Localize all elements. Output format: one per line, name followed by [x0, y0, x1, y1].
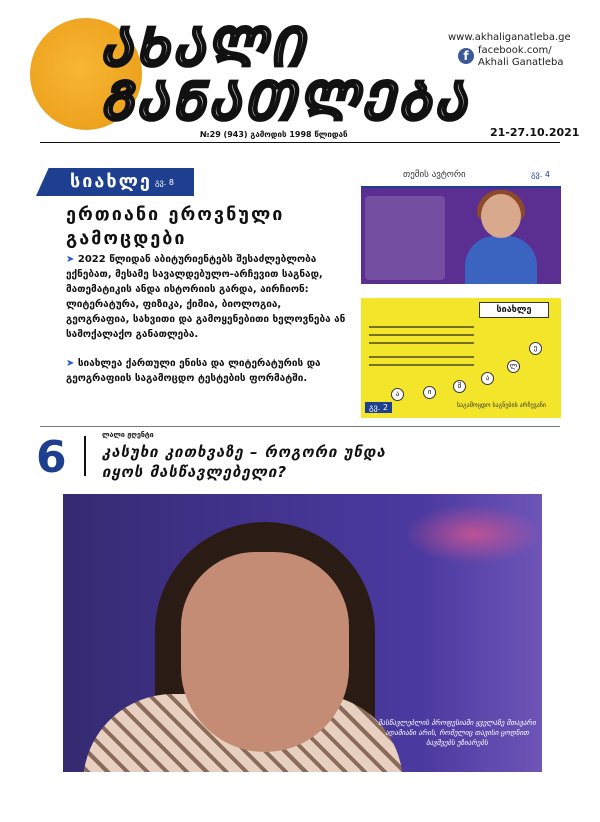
promo-box-exams[interactable] [361, 298, 561, 418]
promo-box-teacher[interactable] [361, 166, 561, 284]
text-line [369, 364, 474, 366]
letter-coin: ა [481, 372, 494, 385]
stage-light [403, 504, 542, 564]
letter-coin: მ [453, 380, 466, 393]
facebook-icon: f [458, 48, 474, 64]
teacher-face [481, 194, 521, 238]
promo-text-card [365, 196, 445, 280]
news-bullet-2-text: სიახლეა ქართული ენისა და ლიტერატურის და გეოგრაფიის საგამოცდო ტესტების ფორმატში. [66, 358, 321, 384]
feature-author: ლალი ჟღენტი [102, 431, 154, 439]
promo-header-text: თემის ავტორი [403, 170, 466, 180]
news-bullet-1-text: 2022 წლიდან აბიტურიენტებს შესაძლებლობა ექნებათ, მესამე სავალდებულო-არჩევით საგნად, მათემატიკის ანდა ისტორიის გარდა, აირჩიონ: ლიტერატურა, ფიზიკა, ქიმია, ბიოლოგია, გეოგრაფია, სახვითი და გამოყენებითი ხელოვნება ან სამოქალაქო განათლება. [66, 254, 346, 340]
text-line [369, 326, 474, 328]
masthead-line2: ᲒᲐᲜᲐᲗᲚᲔᲑᲐ [100, 72, 470, 132]
masthead-line1: ᲐᲮᲐᲚᲘ [100, 18, 307, 78]
facebook-name: Akhali Ganatleba [478, 57, 564, 68]
photo-caption: მასწავლებლის პროფესიაში ყველაზე მთავარი ადამიანი არის, რომელიც თავისი ცოდნით ბავშვებს უზიარებს [378, 719, 536, 747]
text-line [369, 356, 474, 358]
feature-bar [84, 436, 86, 476]
promo2-label: საგამოცდო საგნების არჩევანი [457, 402, 546, 409]
website-link[interactable]: www.akhaliganatleba.ge [448, 32, 571, 43]
arrow-icon: ➤ [66, 254, 78, 265]
feature-question: კასუხი კითხვაზე – როგორი უნდა იყოს მასწავლებელი? [102, 443, 386, 481]
section-page: გვ. 8 [155, 178, 174, 187]
arrow-icon: ➤ [66, 358, 78, 369]
promo-page: გვ. 4 [531, 170, 550, 179]
letter-coin: ა [391, 388, 404, 401]
promo-header [361, 166, 561, 188]
feature-page-number: 6 [36, 432, 67, 483]
news-headline: ერთიანი ეროვნული გამოცდები [66, 204, 285, 249]
facebook-link[interactable] [478, 45, 564, 69]
header-divider [40, 142, 560, 143]
promo2-title: სიახლე [479, 302, 549, 318]
text-line [369, 334, 474, 336]
issue-date: 21-27.10.2021 [490, 126, 580, 139]
letter-coin: ე [529, 342, 542, 355]
section-divider [40, 426, 560, 427]
teacher-body [465, 236, 537, 284]
letter-coin: ი [423, 386, 436, 399]
section-title: სიახლე [70, 171, 152, 192]
letter-coin: ლ [507, 360, 520, 373]
promo2-page: გვ. 2 [365, 402, 392, 413]
text-line [369, 342, 474, 344]
woman-face [181, 552, 349, 752]
issue-number: №29 (943) გამოდის 1998 წლიდან [200, 130, 348, 139]
news-bullet-1 [66, 252, 346, 342]
facebook-url: facebook.com/ [478, 45, 552, 56]
news-bullet-2 [66, 356, 346, 386]
